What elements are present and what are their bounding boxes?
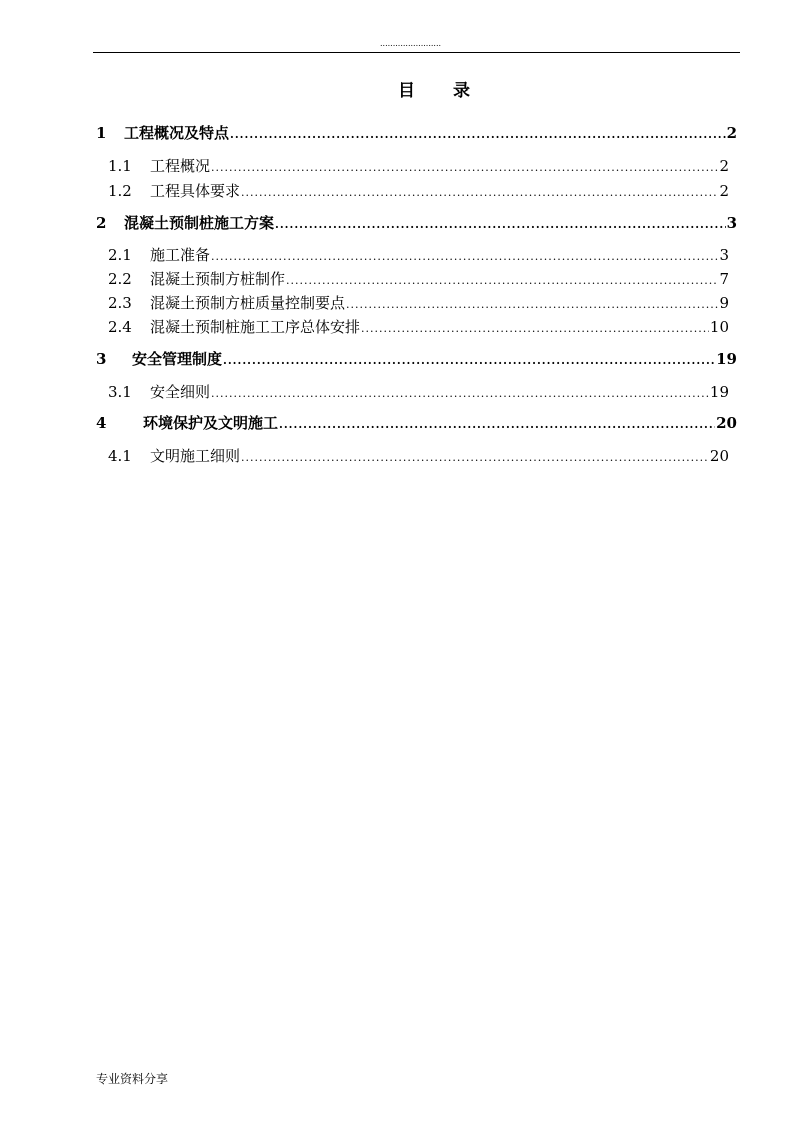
toc-entry-page: 9	[719, 294, 729, 312]
toc-entry-number: 4	[96, 414, 107, 432]
toc-entry-number: 3.1	[108, 383, 132, 401]
toc-entry-2[interactable]	[96, 212, 737, 234]
toc-entry-3[interactable]	[96, 348, 737, 370]
toc-entry-page: 2	[719, 157, 729, 175]
toc-entry-title: 混凝土预制方桩质量控制要点	[150, 294, 346, 312]
toc-entry-2-3[interactable]	[108, 292, 729, 314]
toc-entry-title: 施工准备	[150, 246, 211, 264]
toc-leader-dots	[275, 219, 726, 230]
toc-leader-dots	[211, 388, 709, 399]
toc-entry-page: 7	[719, 270, 729, 288]
toc-entry-title: 环境保护及文明施工	[143, 414, 279, 432]
toc-entry-page: 20	[716, 414, 737, 432]
toc-entry-title: 工程具体要求	[150, 182, 241, 200]
toc-leader-dots	[346, 299, 718, 310]
toc-entry-2-1[interactable]	[108, 244, 729, 266]
toc-entry-title: 文明施工细则	[150, 447, 241, 465]
toc-entry-page: 19	[716, 350, 737, 368]
footer-text: 专业资料分享	[96, 1072, 169, 1086]
header-rule	[93, 52, 740, 53]
toc-entry-title: 混凝土预制方桩制作	[150, 270, 286, 288]
toc-entry-page: 2	[719, 182, 729, 200]
header-dots: ........................	[380, 40, 442, 48]
toc-title	[398, 76, 470, 101]
toc-entry-number: 2.4	[108, 318, 132, 336]
toc-entry-1[interactable]	[96, 122, 737, 144]
toc-entry-1-1[interactable]	[108, 155, 729, 177]
toc-entry-number: 2.1	[108, 246, 132, 264]
toc-leader-dots	[211, 251, 718, 262]
toc-entry-number: 1.1	[108, 157, 132, 175]
toc-entry-page: 3	[719, 246, 729, 264]
toc-leader-dots	[279, 419, 715, 430]
toc-entry-title: 混凝土预制桩施工工序总体安排	[150, 318, 361, 336]
toc-entry-title: 工程概况	[150, 157, 211, 175]
toc-entry-number: 2	[96, 214, 107, 232]
toc-entry-number: 2.3	[108, 294, 132, 312]
toc-entry-2-4[interactable]	[108, 316, 729, 338]
toc-entry-number: 1	[96, 124, 107, 142]
toc-entry-4[interactable]	[96, 412, 737, 434]
toc-entry-number: 2.2	[108, 270, 132, 288]
toc-entry-page: 3	[726, 214, 737, 232]
toc-entry-title: 工程概况及特点	[124, 124, 230, 142]
toc-entry-title: 混凝土预制桩施工方案	[124, 214, 275, 232]
toc-entry-title: 安全管理制度	[132, 350, 223, 368]
toc-entry-page: 20	[709, 447, 729, 465]
toc-entry-number: 3	[96, 350, 107, 368]
toc-leader-dots	[241, 187, 718, 198]
toc-entry-page: 10	[709, 318, 729, 336]
toc-leader-dots	[223, 355, 715, 366]
toc-entry-page: 19	[709, 383, 729, 401]
toc-title-right: 录	[453, 81, 470, 101]
toc-leader-dots	[361, 323, 709, 334]
toc-leader-dots	[286, 275, 718, 286]
toc-leader-dots	[211, 162, 718, 173]
toc-leader-dots	[241, 452, 709, 463]
toc-entry-3-1[interactable]	[108, 381, 729, 403]
toc-title-left: 目	[398, 81, 415, 101]
toc-entry-1-2[interactable]	[108, 180, 729, 202]
toc-entry-2-2[interactable]	[108, 268, 729, 290]
toc-entry-number: 4.1	[108, 447, 132, 465]
toc-leader-dots	[230, 129, 726, 140]
toc-entry-number: 1.2	[108, 182, 132, 200]
toc-entry-4-1[interactable]	[108, 445, 729, 467]
toc-entry-page: 2	[726, 124, 737, 142]
toc-entry-title: 安全细则	[150, 383, 211, 401]
